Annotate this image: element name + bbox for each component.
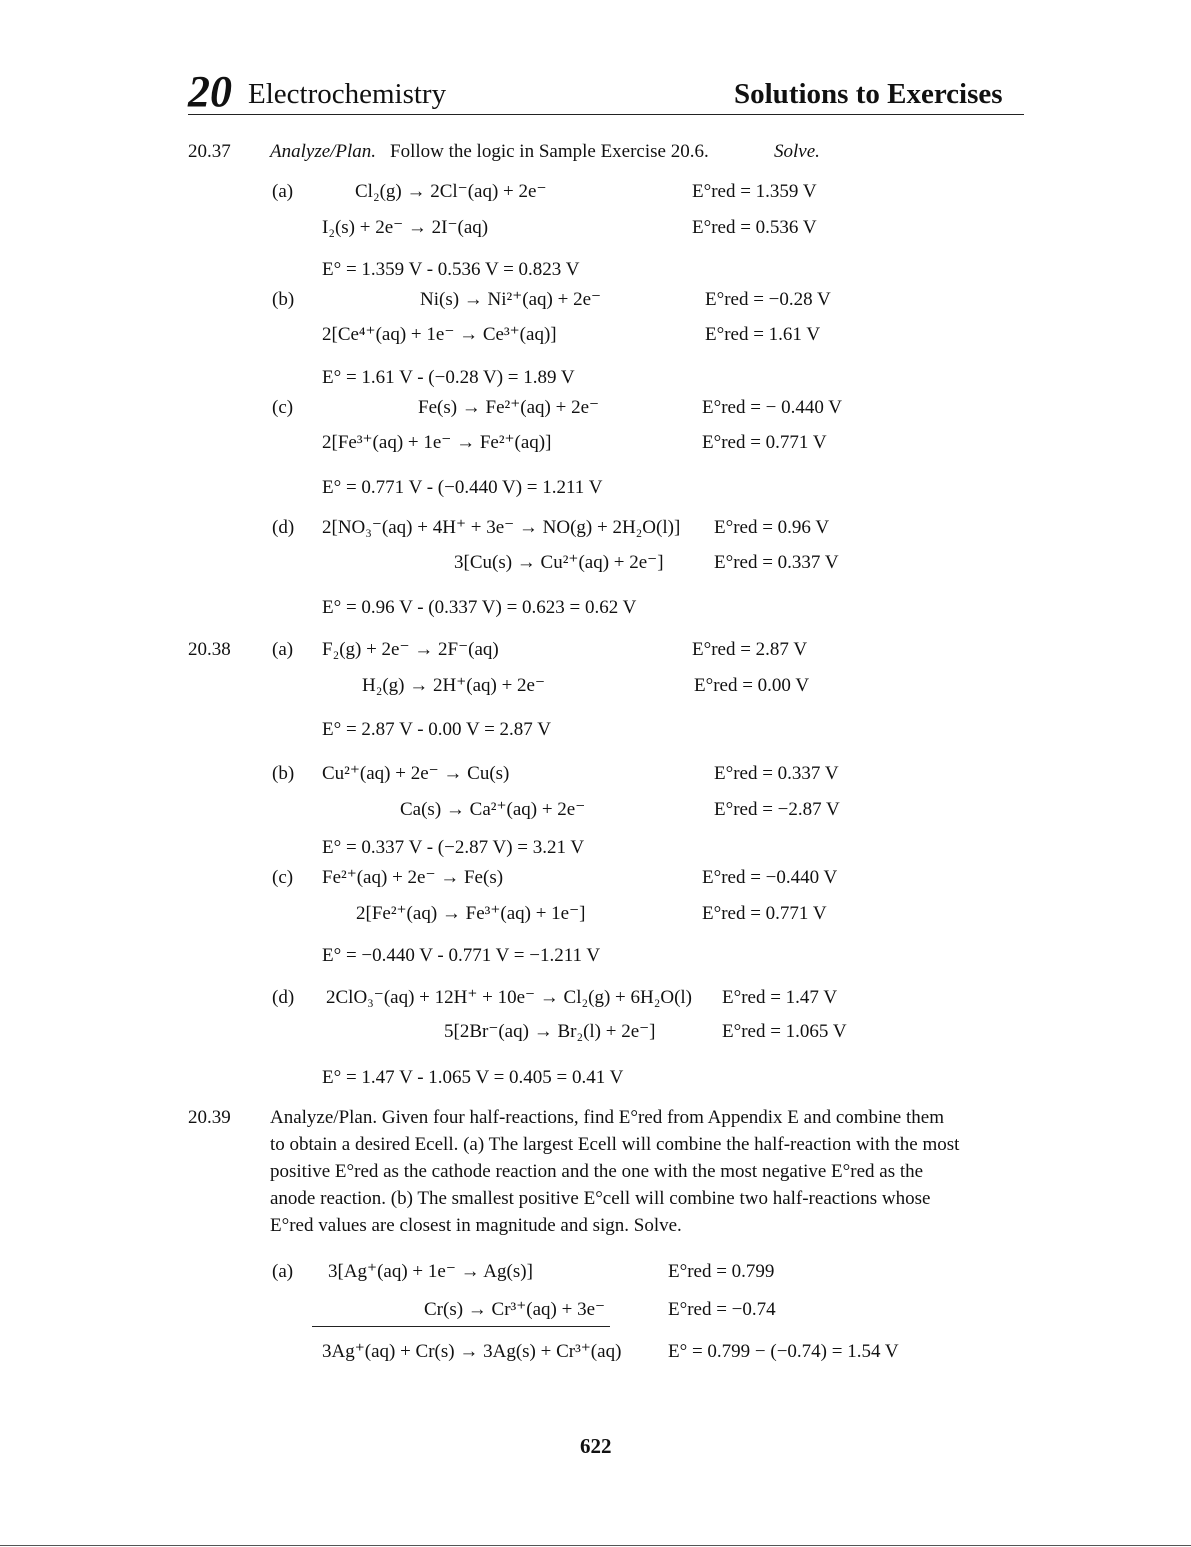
page-number: 622 — [580, 1434, 612, 1458]
half-reaction: 3[Cu(s) → Cu²⁺(aq) + 2e⁻] — [454, 552, 664, 573]
cell-potential-result: E° = 1.359 V - 0.536 V = 0.823 V — [322, 259, 580, 280]
half-reaction: 2[Ce⁴⁺(aq) + 1e⁻ → Ce³⁺(aq)] — [322, 324, 557, 345]
paragraph-line: anode reaction. (b) The smallest positive E°cell will combine two half-reactions whose — [270, 1188, 931, 1209]
overall-reaction: 3Ag⁺(aq) + Cr(s) → 3Ag(s) + Cr³⁺(aq) — [322, 1341, 622, 1362]
reduction-potential: E°red = 0.536 V — [692, 217, 817, 238]
solve-label: Solve. — [774, 141, 820, 162]
reduction-potential: E°red = 0.771 V — [702, 432, 827, 453]
cell-potential-result: E° = 1.47 V - 1.065 V = 0.405 = 0.41 V — [322, 1067, 624, 1088]
page-edge-rule — [0, 1545, 1191, 1546]
reduction-potential: E°red = 0.337 V — [714, 552, 839, 573]
part-label: (a) — [272, 181, 294, 202]
cell-potential-result: E° = 0.337 V - (−2.87 V) = 3.21 V — [322, 837, 585, 858]
half-reaction: 2[NO₃⁻(aq) + 4H⁺ + 3e⁻ → NO(g) + 2H₂O(l)] — [322, 517, 681, 538]
half-reaction: Ni(s) → Ni²⁺(aq) + 2e⁻ — [420, 289, 602, 310]
paragraph-line: Analyze/Plan. Given four half-reactions, find E°red from Appendix E and combine them — [270, 1107, 944, 1128]
chapter-title: Electrochemistry — [248, 78, 447, 110]
half-reaction: F₂(g) + 2e⁻ → 2F⁻(aq) — [322, 639, 499, 660]
cell-potential-result: E° = 1.61 V - (−0.28 V) = 1.89 V — [322, 367, 575, 388]
reduction-potential: E°red = 1.359 V — [692, 181, 817, 202]
half-reaction: Ca(s) → Ca²⁺(aq) + 2e⁻ — [400, 799, 586, 820]
half-reaction: Cr(s) → Cr³⁺(aq) + 3e⁻ — [424, 1299, 606, 1320]
half-reaction: 3[Ag⁺(aq) + 1e⁻ → Ag(s)] — [328, 1261, 533, 1282]
header-rule — [188, 114, 1024, 115]
reduction-potential: E°red = − 0.440 V — [702, 397, 843, 418]
half-reaction: Cu²⁺(aq) + 2e⁻ → Cu(s) — [322, 763, 510, 784]
reduction-potential: E°red = 1.47 V — [722, 987, 838, 1008]
reduction-potential: E°red = 1.61 V — [705, 324, 821, 345]
cell-potential-result: E° = 2.87 V - 0.00 V = 2.87 V — [322, 719, 551, 740]
intro-label: Analyze/Plan. — [270, 141, 377, 162]
part-label: (c) — [272, 397, 294, 418]
section-title: Solutions to Exercises — [734, 78, 1003, 110]
cell-potential-result: E° = 0.771 V - (−0.440 V) = 1.211 V — [322, 477, 603, 498]
reduction-potential: E°red = −0.440 V — [702, 867, 838, 888]
half-reaction: Fe(s) → Fe²⁺(aq) + 2e⁻ — [418, 397, 600, 418]
reduction-potential: E°red = −0.74 — [668, 1299, 776, 1320]
problem-number-20-37: 20.37 — [188, 141, 231, 162]
part-label: (a) — [272, 639, 294, 660]
half-reaction: 2ClO₃⁻(aq) + 12H⁺ + 10e⁻ → Cl₂(g) + 6H₂O(l) — [326, 987, 693, 1008]
half-reaction: Fe²⁺(aq) + 2e⁻ → Fe(s) — [322, 867, 504, 888]
problem-number-20-38: 20.38 — [188, 639, 231, 660]
half-reaction: I₂(s) + 2e⁻ → 2I⁻(aq) — [322, 217, 489, 238]
reduction-potential: E°red = 0.771 V — [702, 903, 827, 924]
reduction-potential: E°red = 0.96 V — [714, 517, 830, 538]
reduction-potential: E°red = 0.00 V — [694, 675, 810, 696]
half-reaction: Cl₂(g) → 2Cl⁻(aq) + 2e⁻ — [355, 181, 547, 202]
half-reaction: 5[2Br⁻(aq) → Br₂(l) + 2e⁻] — [444, 1021, 656, 1042]
paragraph-line: E°red values are closest in magnitude and sign. Solve. — [270, 1215, 682, 1236]
sum-rule — [312, 1326, 610, 1327]
reduction-potential: E°red = 1.065 V — [722, 1021, 847, 1042]
half-reaction: H₂(g) → 2H⁺(aq) + 2e⁻ — [362, 675, 546, 696]
reduction-potential: E°red = 0.799 — [668, 1261, 775, 1282]
part-label: (a) — [272, 1261, 294, 1282]
paragraph-line: to obtain a desired Ecell. (a) The largest Ecell will combine the half-reaction with the most — [270, 1134, 960, 1155]
half-reaction: 2[Fe²⁺(aq) → Fe³⁺(aq) + 1e⁻] — [356, 903, 586, 924]
part-label: (c) — [272, 867, 294, 888]
part-label: (d) — [272, 517, 295, 538]
cell-potential-result: E° = 0.799 − (−0.74) = 1.54 V — [668, 1341, 899, 1362]
part-label: (b) — [272, 289, 295, 310]
cell-potential-result: E° = 0.96 V - (0.337 V) = 0.623 = 0.62 V — [322, 597, 637, 618]
reduction-potential: E°red = 0.337 V — [714, 763, 839, 784]
part-label: (b) — [272, 763, 295, 784]
cell-potential-result: E° = −0.440 V - 0.771 V = −1.211 V — [322, 945, 601, 966]
reduction-potential: E°red = −2.87 V — [714, 799, 840, 820]
reduction-potential: E°red = 2.87 V — [692, 639, 808, 660]
reduction-potential: E°red = −0.28 V — [705, 289, 831, 310]
part-label: (d) — [272, 987, 295, 1008]
paragraph-line: positive E°red as the cathode reaction and the one with the most negative E°red as the — [270, 1161, 924, 1182]
half-reaction: 2[Fe³⁺(aq) + 1e⁻ → Fe²⁺(aq)] — [322, 432, 552, 453]
intro-text: Follow the logic in Sample Exercise 20.6. — [390, 141, 709, 162]
problem-number-20-39: 20.39 — [188, 1107, 231, 1128]
chapter-number: 20 — [188, 67, 232, 116]
